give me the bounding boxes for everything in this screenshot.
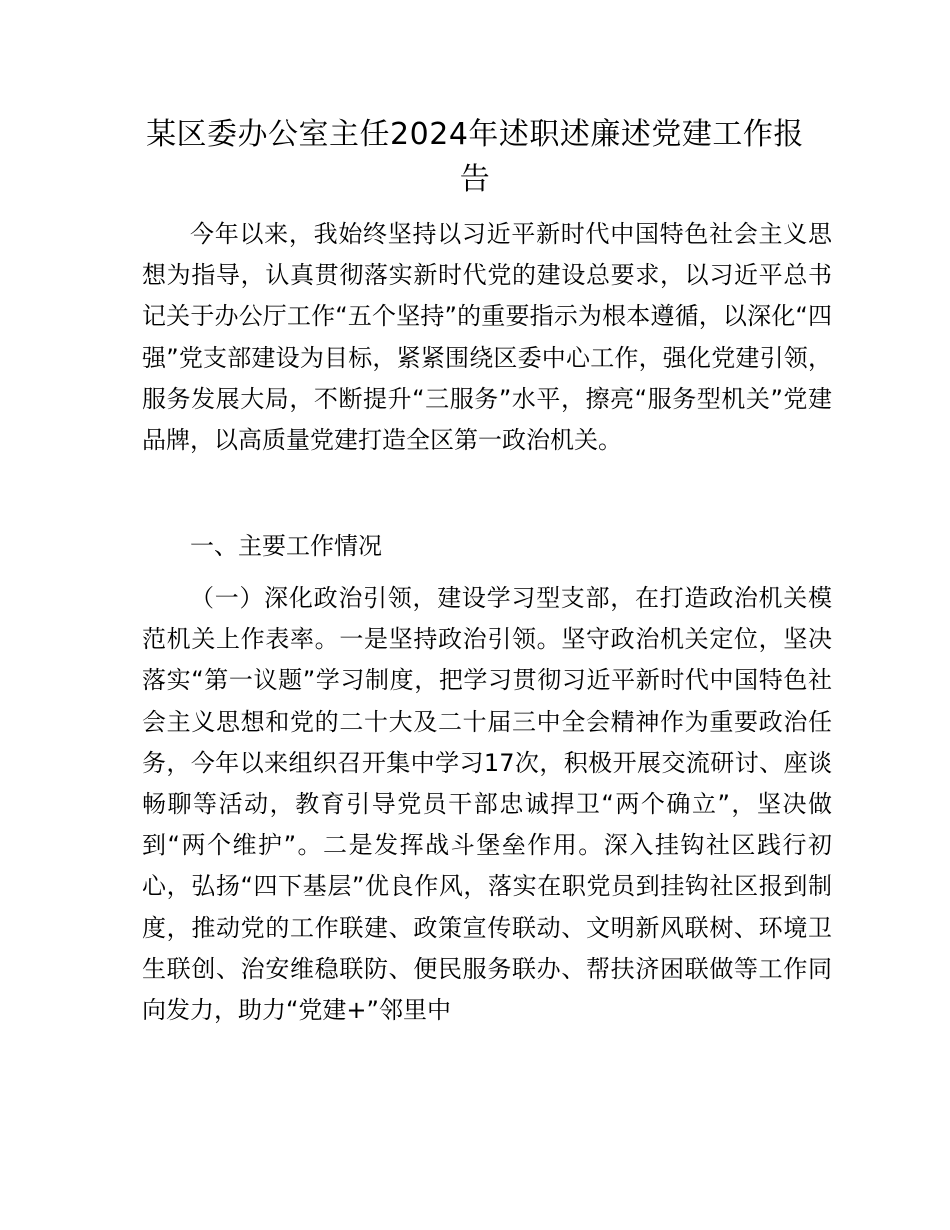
- paragraph: （一）深化政治引领，建设学习型支部，在打造政治机关模范机关上作表率。一是坚持政治引领。坚守政治机关定位，坚决落实“第一议题”学习制度，把学习贯彻习近平新时代中国特色社会主义思想和党的二十大及二十届三中全会精神作为重要政治任务，今年以来组织召开集中学习17次，积极开展交流研讨、座谈畅聊等活动，教育引导党员干部忠诚捍卫“两个确立”，坚决做到“两个维护”。二是发挥战斗堡垒作用。深入挂钩社区践行初心，弘扬“四下基层”优良作风，落实在职党员到挂钩社区报到制度，推动党的工作联建、政策宣传联动、文明新风联树、环境卫生联创、治安维稳联防、便民服务联办、帮扶济困联做等工作同向发力，助力“党建+”邻里中: [142, 584, 832, 1025]
- paragraph: 今年以来，我始终坚持以习近平新时代中国特色社会主义思想为指导，认真贯彻落实新时代党的建设总要求，以习近平总书记关于办公厅工作“五个坚持”的重要指示为根本遵循，以深化“四强”党支部建设为目标，紧紧围绕区委中心工作，强化党建引领，服务发展大局，不断提升“三服务”水平，擦亮“服务型机关”党建品牌，以高质量党建打造全区第一政治机关。: [142, 220, 832, 455]
- body-paragraph-block: [142, 578, 832, 1031]
- section-heading: 一、主要工作情况: [190, 532, 382, 560]
- section-heading-block: [142, 526, 832, 567]
- intro-paragraph-block: [142, 214, 832, 461]
- document-title: 某区委办公室主任2024年述职述廉述党建工作报告: [146, 117, 804, 197]
